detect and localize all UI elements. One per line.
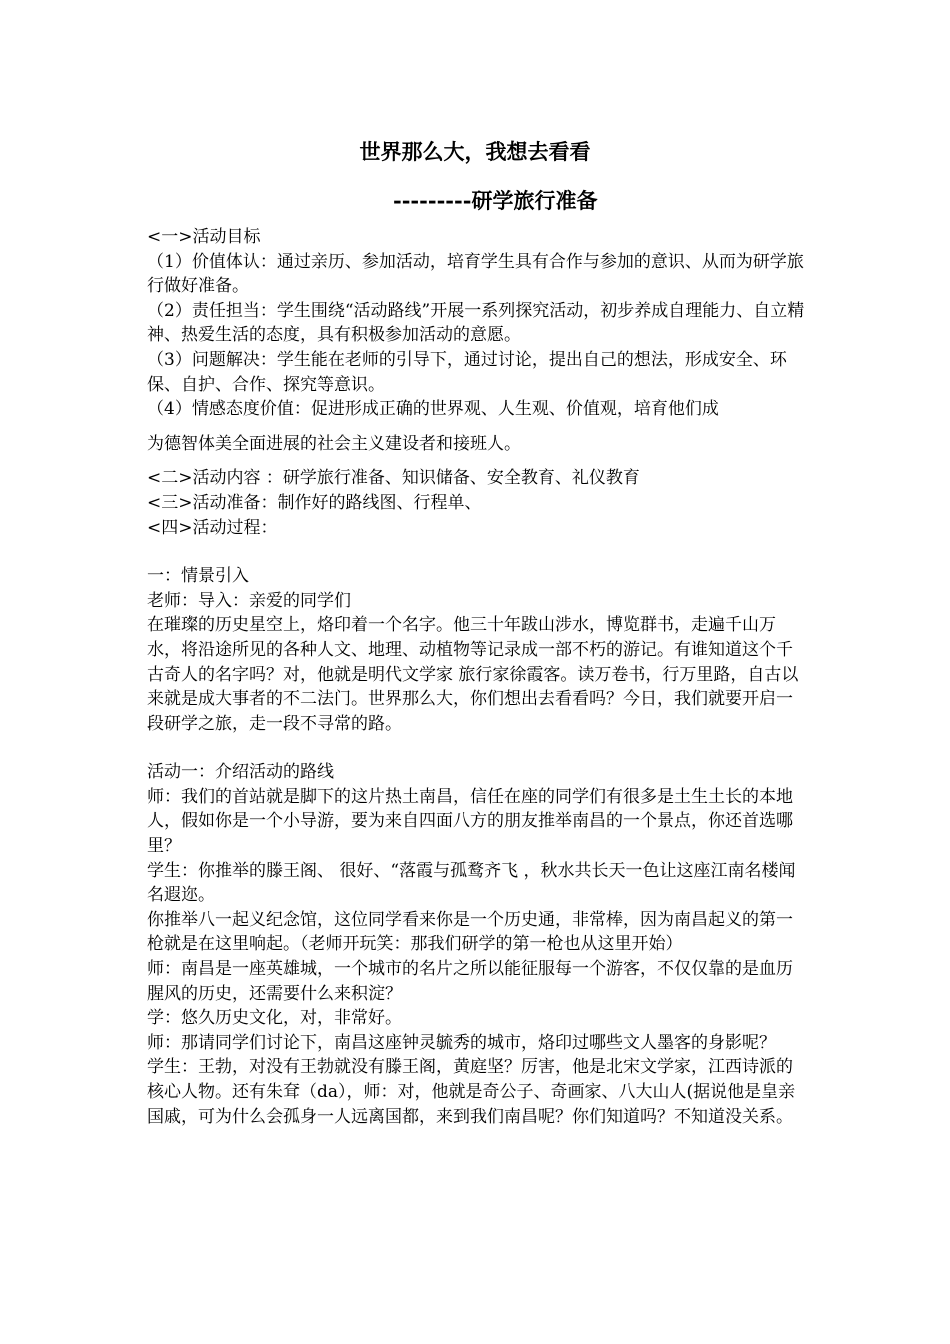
dialogue-line: 师：我们的首站就是脚下的这片热土南昌，信任在座的同学们有很多是土生土长的本地人，假如你是一个小导游，要为来自四面八方的朋友推举南昌的一个景点，你还首选哪里？ [147, 786, 793, 857]
dialogue-line: 学：悠久历史文化，对，非常好。 [147, 1008, 402, 1029]
activity-preparation: <三>活动准备：制作好的路线图、行程单、 [147, 492, 482, 513]
goal-item: （3）问题解决：学生能在老师的引导下，通过讨论，提出自己的想法，形成安全、环保、自护、合作、探究等意识。 [147, 349, 787, 395]
dialogue-line: 学生：王勃，对没有王勃就没有滕王阁，黄庭坚？厉害，他是北宋文学家，江西诗派的核心人物。还有朱耷（da），师：对，他就是奇公子、奇画家、八大山人(据说他是皇亲国戚，可为什么会孤身一人远离国都，来到我们南昌呢？你们知道吗？不知道没关系。 [147, 1057, 796, 1127]
activity-heading: 活动一：介绍活动的路线 [147, 762, 334, 783]
goal-item: （2）责任担当：学生围绕“活动路线”开展一系列探究活动，初步养成自理能力、自立精神、热爱生活的态度，具有积极参加活动的意愿。 [147, 300, 805, 346]
goals-heading: <一>活动目标 [147, 227, 261, 247]
spacer [147, 456, 807, 466]
activity-content: <二>活动内容 ：研学旅行准备、知识储备、安全教育、礼仪教育 [147, 468, 640, 489]
document-body [147, 225, 807, 1129]
dialogue-line: 师：南昌是一座英雄城，一个城市的名片之所以能征服每一个游客，不仅仅靠的是血历腥风的历史，还需要什么来积淀？ [147, 959, 793, 1004]
page-subtitle: ---------研学旅行准备 [393, 188, 598, 213]
dialogue-line: 你推举八一起义纪念馆，这位同学看来你是一个历史通，非常棒，因为南昌起义的第一枪就是在这里响起。（老师开玩笑：那我们研学的第一枪也从这里开始） [147, 909, 793, 955]
spacer [147, 422, 807, 432]
activity-process-heading: <四>活动过程： [147, 517, 278, 538]
goal-item-continuation: 为德智体美全面进展的社会主义建设者和接班人。 [147, 433, 521, 454]
dialogue-line: 学生：你推举的滕王阁、 很好、“落霞与孤鹜齐飞 ，秋水共长天一色让这座江南名楼闻名遐迩。 [147, 860, 796, 906]
goal-item: （4）情感态度价值：促进形成正确的世界观、人生观、价值观，培育他们成 [147, 399, 719, 420]
teacher-intro: 老师：导入：亲爱的同学们 [147, 590, 351, 611]
section-heading: 一：情景引入 [147, 566, 249, 587]
goal-item: （1）价值体认：通过亲历、参加活动，培育学生具有合作与参加的意识、从而为研学旅行做好准备。 [147, 251, 804, 297]
spacer [147, 540, 807, 564]
dialogue-line: 师：那请同学们讨论下，南昌这座钟灵毓秀的城市，烙印过哪些文人墨客的身影呢？ [147, 1032, 776, 1053]
spacer [147, 736, 807, 760]
intro-paragraph: 在璀璨的历史星空上，烙印着一个名字。他三十年跋山涉水，博览群书，走遍千山万水，将沿途所见的各种人文、地理、动植物等记录成一部不朽的游记。有谁知道这个千古奇人的名字吗？对，他就是明代文学家 旅行家徐霞客。读万卷书，行万里路，自古以来就是成大事者的不二法门。世界那么大，你们想出去看看吗？今日，我们就要开启一段研学之旅，走一段不寻常的路。 [147, 615, 799, 734]
page-title: 世界那么大，我想去看看 [359, 139, 591, 164]
